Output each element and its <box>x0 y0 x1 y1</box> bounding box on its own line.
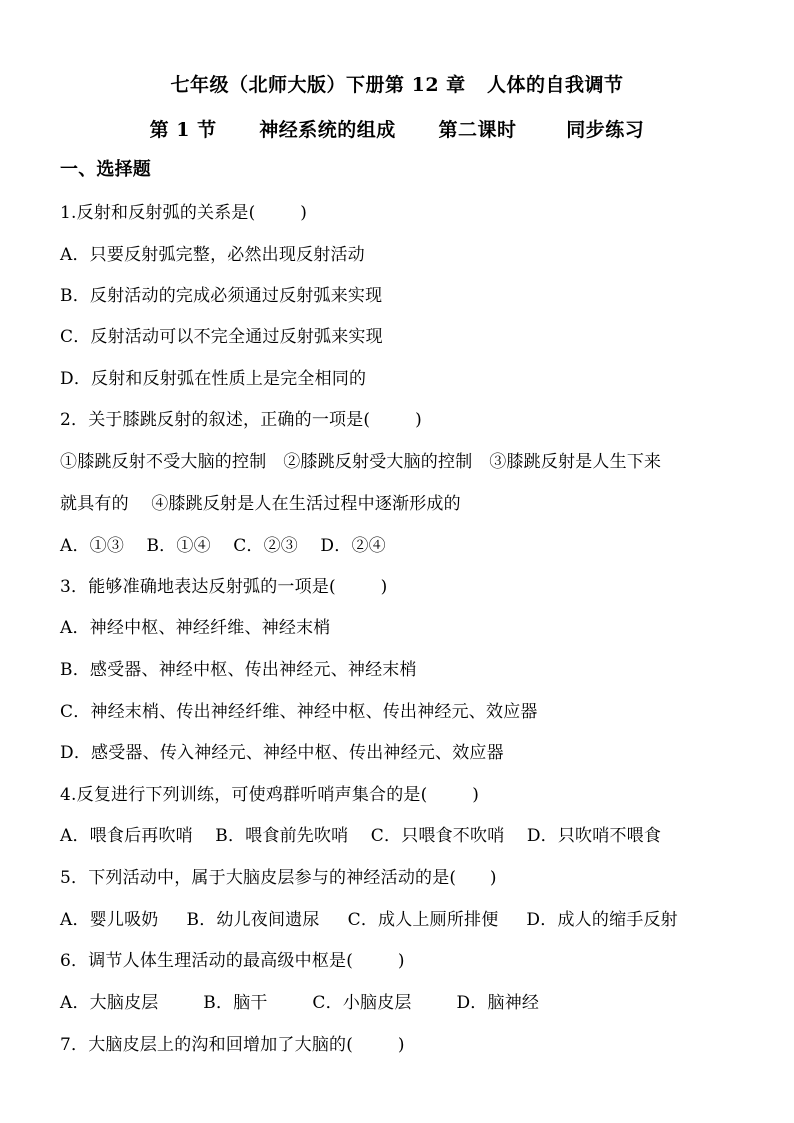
question-3-option-d: D．感受器、传入神经元、神经中枢、传出神经元、效应器 <box>60 743 504 763</box>
question-2-stem: 2．关于膝跳反射的叙述，正确的一项是( ) <box>60 410 422 430</box>
question-4-options: A．喂食后再吹哨 B．喂食前先吹哨 C．只喂食不吹哨 D．只吹哨不喂食 <box>60 826 662 846</box>
document-title: 七年级（北师大版）下册第 12 章 人体的自我调节 <box>170 74 624 96</box>
question-4-stem: 4.反复进行下列训练，可使鸡群听哨声集合的是( ) <box>60 785 480 805</box>
question-7-stem: 7．大脑皮层上的沟和回增加了大脑的( ) <box>60 1035 405 1055</box>
question-5-stem: 5．下列活动中，属于大脑皮层参与的神经活动的是( ) <box>60 868 497 888</box>
question-2-statements-line1: ①膝跳反射不受大脑的控制 ②膝跳反射受大脑的控制 ③膝跳反射是人生下来 <box>60 452 662 472</box>
question-3-option-c: C．神经末梢、传出神经纤维、神经中枢、传出神经元、效应器 <box>60 702 538 722</box>
question-3-option-a: A．神经中枢、神经纤维、神经末梢 <box>60 618 331 638</box>
question-3-option-b: B．感受器、神经中枢、传出神经元、神经末梢 <box>60 660 417 680</box>
question-1-option-b: B．反射活动的完成必须通过反射弧来实现 <box>60 286 383 306</box>
question-6-options: A．大脑皮层 B．脑干 C．小脑皮层 D．脑神经 <box>60 993 540 1013</box>
question-1-option-a: A．只要反射弧完整，必然出现反射活动 <box>60 245 365 265</box>
question-1-option-d: D．反射和反射弧在性质上是完全相同的 <box>60 369 367 389</box>
question-5-options: A．婴儿吸奶 B．幼儿夜间遗尿 C．成人上厕所排便 D．成人的缩手反射 <box>60 910 678 930</box>
document-subtitle: 第 1 节 神经系统的组成 第二课时 同步练习 <box>149 119 645 141</box>
question-1-stem: 1.反射和反射弧的关系是( ) <box>60 203 308 223</box>
question-2-options: A．①③ B．①④ C．②③ D．②④ <box>60 536 386 556</box>
question-3-stem: 3．能够准确地表达反射弧的一项是( ) <box>60 577 388 597</box>
question-6-stem: 6．调节人体生理活动的最高级中枢是( ) <box>60 951 405 971</box>
question-2-statements-line2: 就具有的 ④膝跳反射是人在生活过程中逐渐形成的 <box>60 494 461 514</box>
question-1-option-c: C．反射活动可以不完全通过反射弧来实现 <box>60 327 383 347</box>
section-heading: 一、选择题 <box>60 159 151 180</box>
